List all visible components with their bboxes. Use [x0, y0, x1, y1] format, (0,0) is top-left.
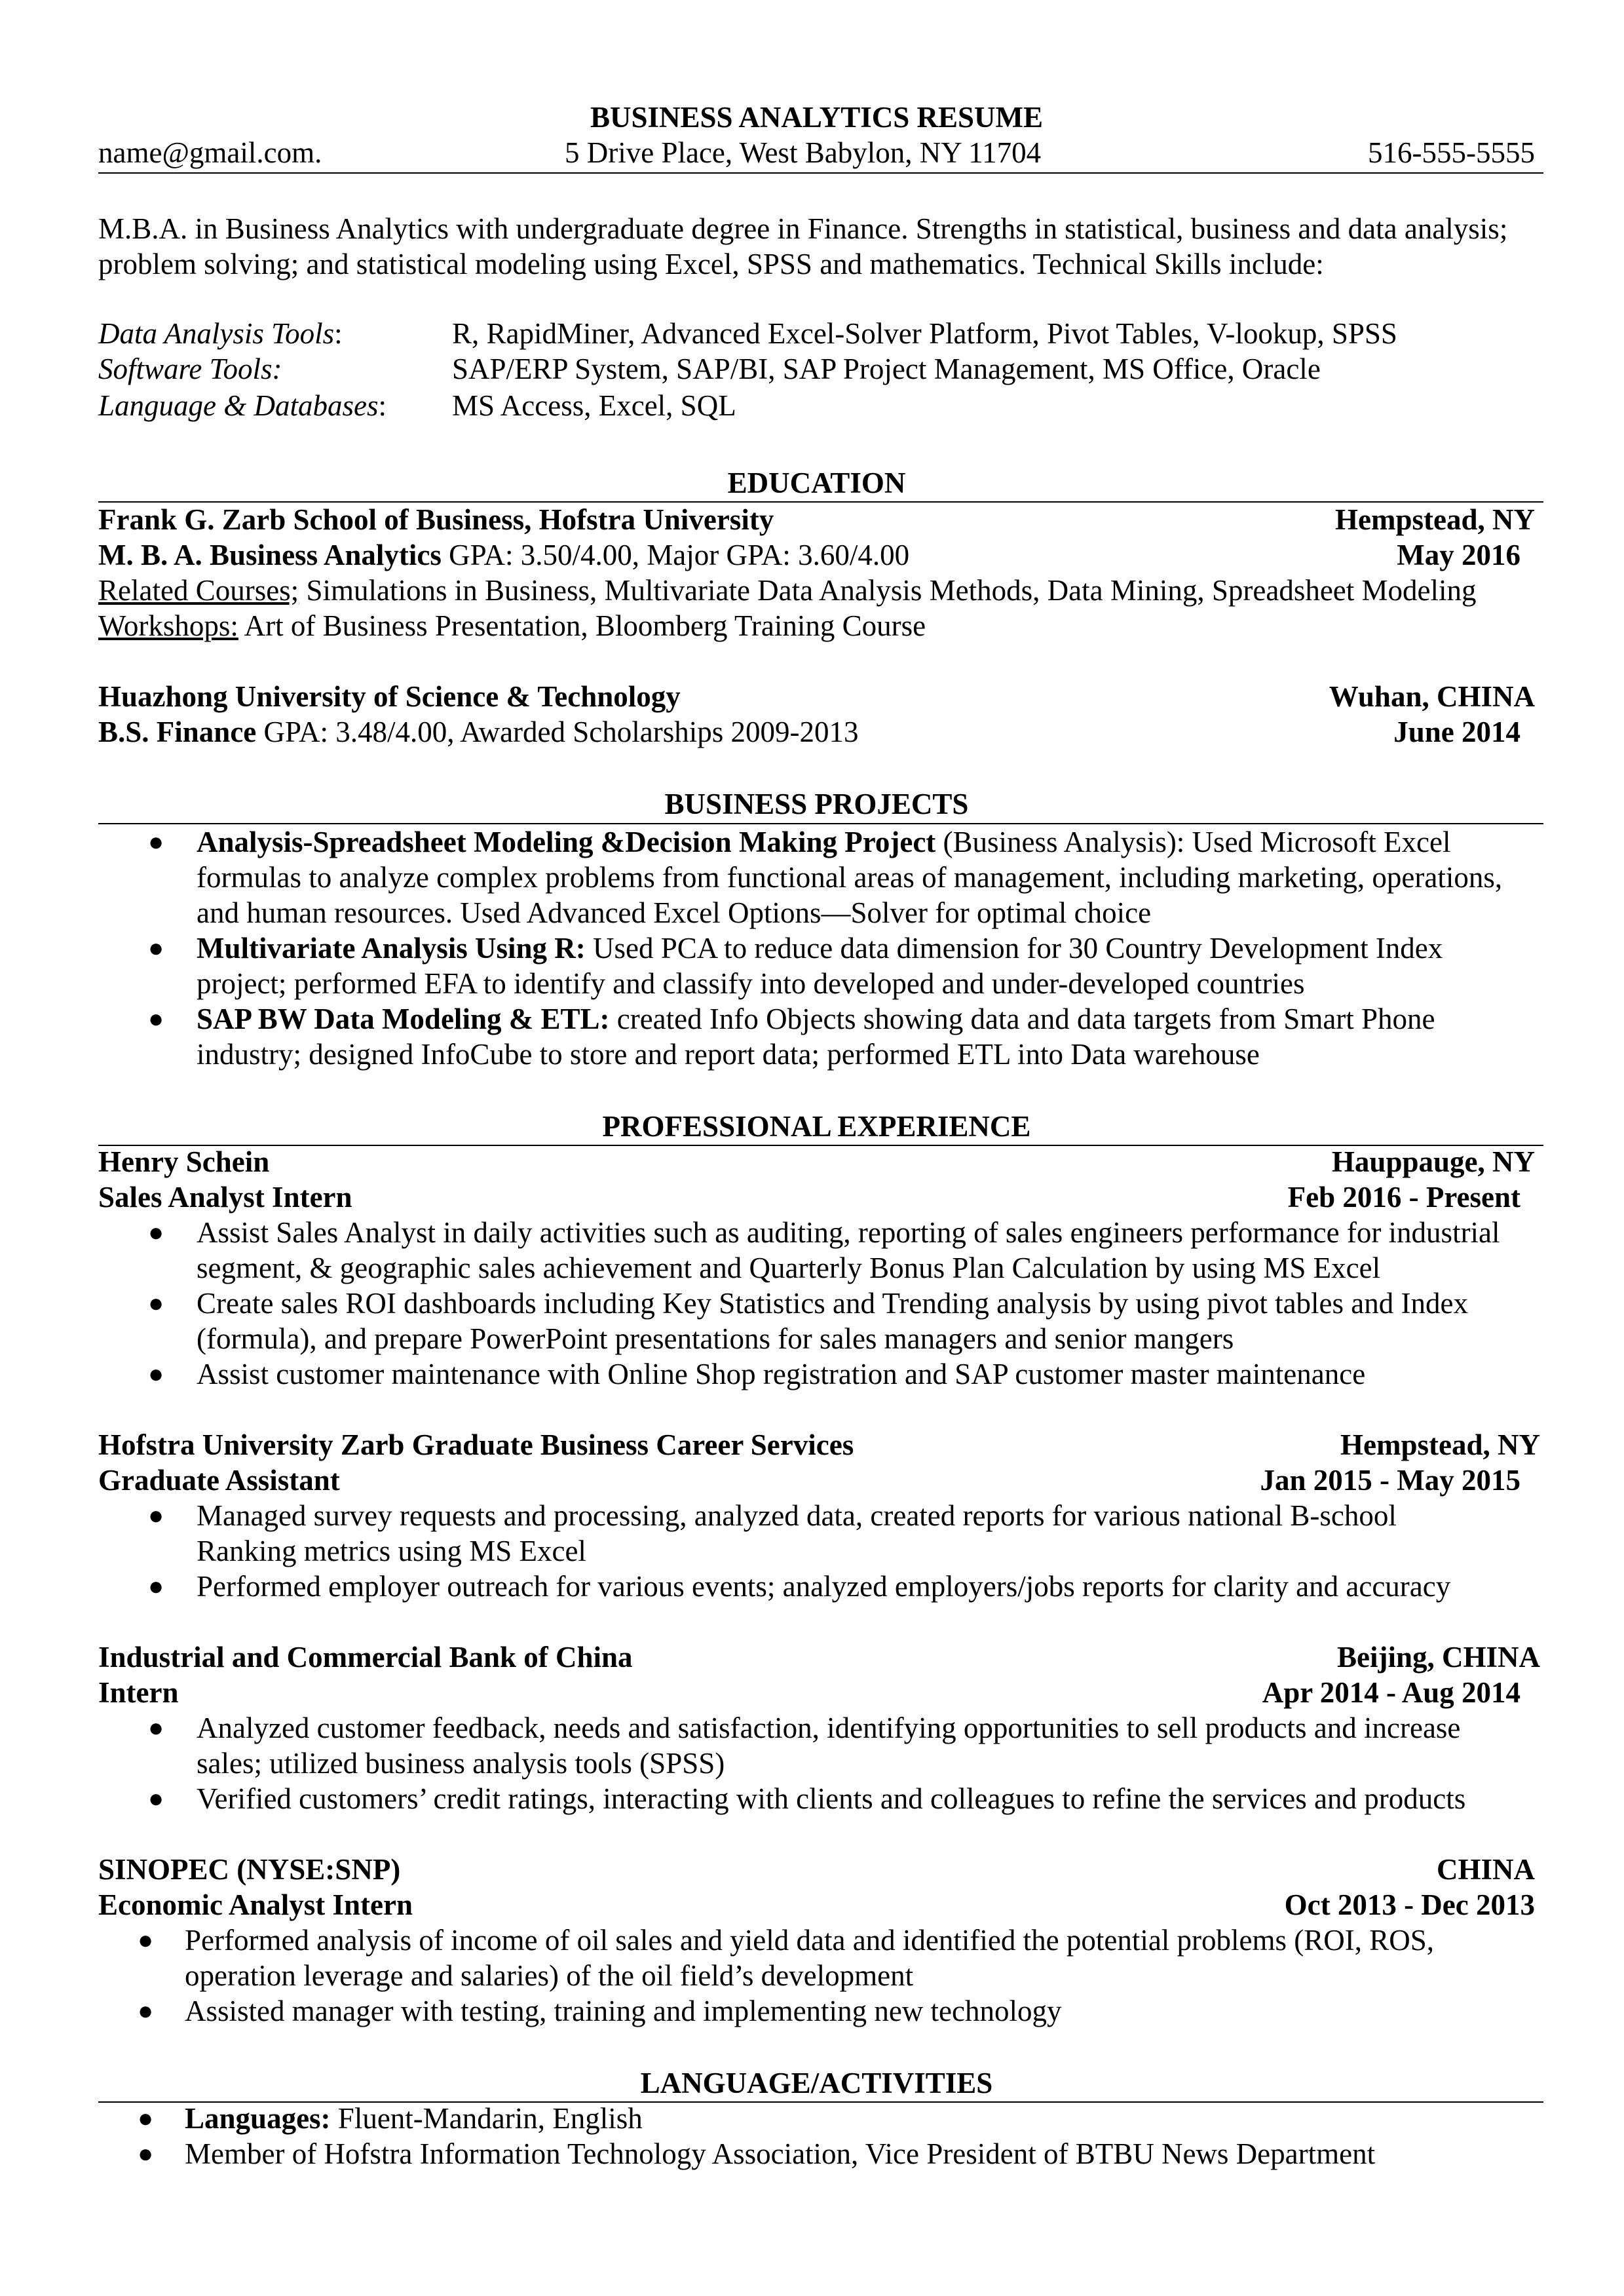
- edu-school-hofstra: Frank G. Zarb School of Business, Hofstra University Hempstead, NY: [98, 503, 1535, 536]
- edu-degree-hofstra: M. B. A. Business Analytics GPA: 3.50/4.00, Major GPA: 3.60/4.00 May 2016: [98, 539, 1520, 571]
- skill-value-software: SAP/ERP System, SAP/BI, SAP Project Management, MS Office, Oracle: [452, 353, 1321, 385]
- job-3-title: Intern Apr 2014 - Aug 2014: [98, 1676, 1520, 1709]
- job-3-company: Industrial and Commercial Bank of China Beijing, CHINA: [98, 1641, 1540, 1674]
- job-4-date: Oct 2013 - Dec 2013: [1284, 1888, 1535, 1921]
- experience-heading: PROFESSIONAL EXPERIENCE: [602, 1110, 1031, 1143]
- skill-value-language: MS Access, Excel, SQL: [452, 389, 736, 422]
- projects-heading: BUSINESS PROJECTS: [664, 788, 969, 820]
- bullet-icon: ●: [148, 1571, 164, 1601]
- project-1-line-3: and human resources. Used Advanced Excel Options—Solver for optimal choice: [197, 896, 1152, 929]
- bullet-icon: ●: [148, 1288, 164, 1318]
- job-1-bullet-3: Assist customer maintenance with Online Shop registration and SAP customer master maintenance: [197, 1358, 1366, 1390]
- job-2-company: Hofstra University Zarb Graduate Business Career Services Hempstead, NY: [98, 1428, 1540, 1461]
- job-4-location: CHINA: [1436, 1853, 1535, 1886]
- job-2-bullet-1-cont: Ranking metrics using MS Excel: [197, 1535, 586, 1567]
- contact-line: [98, 135, 1535, 170]
- project-1-line-1: Analysis-Spreadsheet Modeling &Decision Making Project (Business Analysis): Used Microsoft Excel: [197, 826, 1451, 858]
- address-text: 5 Drive Place, West Babylon, NY 11704: [565, 136, 1042, 169]
- bullet-icon: ●: [148, 933, 164, 963]
- job-2-location: Hempstead, NY: [1340, 1428, 1540, 1461]
- edu-location-hofstra: Hempstead, NY: [1335, 503, 1535, 536]
- phone-text: 516-555-5555: [1368, 136, 1535, 169]
- job-2-date: Jan 2015 - May 2015: [1260, 1464, 1520, 1497]
- skill-value-data-analysis: R, RapidMiner, Advanced Excel-Solver Platform, Pivot Tables, V-lookup, SPSS: [452, 317, 1397, 350]
- job-1-bullet-2: Create sales ROI dashboards including Key Statistics and Trending analysis by using pivot tables and Index: [197, 1287, 1468, 1320]
- skill-label-data-analysis: Data Analysis Tools:: [98, 317, 343, 350]
- edu-workshops: Workshops: Art of Business Presentation, Bloomberg Training Course: [98, 609, 926, 642]
- languages-line: Languages: Fluent-Mandarin, English: [185, 2102, 643, 2135]
- bullet-icon: ●: [148, 1784, 164, 1813]
- activities-heading: LANGUAGE/ACTIVITIES: [640, 2067, 993, 2099]
- job-4-title: Economic Analyst Intern Oct 2013 - Dec 2013: [98, 1888, 1535, 1921]
- bullet-icon: ●: [138, 2103, 154, 2133]
- bullet-icon: ●: [138, 1925, 154, 1955]
- summary-line-1: M.B.A. in Business Analytics with undergraduate degree in Finance. Strengths in statistical, business and data analysis;: [98, 212, 1508, 245]
- job-1-bullet-1: Assist Sales Analyst in daily activities such as auditing, reporting of sales engineers performance for industrial: [197, 1216, 1500, 1249]
- bullet-icon: ●: [148, 1713, 164, 1742]
- job-4-company: SINOPEC (NYSE:SNP) CHINA: [98, 1853, 1535, 1886]
- job-1-title: Sales Analyst Intern Feb 2016 - Present: [98, 1181, 1520, 1214]
- project-2-line-2: project; performed EFA to identify and classify into developed and under-developed countries: [197, 967, 1305, 1000]
- project-3-line-2: industry; designed InfoCube to store and report data; performed ETL into Data warehouse: [197, 1038, 1260, 1071]
- job-4-bullet-2: Assisted manager with testing, training and implementing new technology: [185, 1995, 1062, 2027]
- job-2-bullet-1: Managed survey requests and processing, analyzed data, created reports for various national B-school: [197, 1499, 1397, 1532]
- resume-title: BUSINESS ANALYTICS RESUME: [590, 101, 1044, 134]
- bullet-icon: ●: [138, 1996, 154, 2025]
- job-3-bullet-1: Analyzed customer feedback, needs and satisfaction, identifying opportunities to sell products and increase: [197, 1712, 1461, 1744]
- header-divider: [98, 172, 1543, 174]
- job-2-title: Graduate Assistant Jan 2015 - May 2015: [98, 1464, 1520, 1497]
- job-1-bullet-1-cont: segment, & geographic sales achievement and Quarterly Bonus Plan Calculation by using MS Excel: [197, 1252, 1381, 1284]
- bullet-icon: ●: [148, 1501, 164, 1530]
- summary-line-2: problem solving; and statistical modeling using Excel, SPSS and mathematics. Technical Skills include:: [98, 248, 1324, 280]
- edu-degree-huazhong: B.S. Finance GPA: 3.48/4.00, Awarded Scholarships 2009-2013 June 2014: [98, 716, 1520, 748]
- job-2-bullet-2: Performed employer outreach for various events; analyzed employers/jobs reports for clarity and accuracy: [197, 1570, 1451, 1603]
- bullet-icon: ●: [148, 1004, 164, 1033]
- edu-school-huazhong: Huazhong University of Science & Technology Wuhan, CHINA: [98, 680, 1535, 713]
- job-3-date: Apr 2014 - Aug 2014: [1262, 1676, 1520, 1709]
- membership-line: Member of Hofstra Information Technology Association, Vice President of BTBU News Department: [185, 2137, 1376, 2170]
- job-4-bullet-1-cont: operation leverage and salaries) of the oil field’s development: [185, 1959, 914, 1992]
- project-1-line-2: formulas to analyze complex problems from functional areas of management, including marketing, operations,: [197, 861, 1503, 894]
- bullet-icon: ●: [148, 1359, 164, 1388]
- education-heading: EDUCATION: [727, 467, 906, 499]
- edu-courses: Related Courses; Simulations in Business, Multivariate Data Analysis Methods, Data Mining, Spreadsheet Modeling: [98, 574, 1477, 607]
- bullet-icon: ●: [148, 1217, 164, 1247]
- job-3-location: Beijing, CHINA: [1336, 1641, 1540, 1674]
- bullet-icon: ●: [138, 2139, 154, 2168]
- edu-location-huazhong: Wuhan, CHINA: [1329, 680, 1535, 713]
- job-1-location: Hauppauge, NY: [1331, 1145, 1535, 1178]
- edu-date-huazhong: June 2014: [1393, 716, 1520, 748]
- edu-date-hofstra: May 2016: [1397, 539, 1520, 571]
- email-text: name@gmail.com.: [98, 136, 322, 169]
- job-1-bullet-2-cont: (formula), and prepare PowerPoint presentations for sales managers and senior mangers: [197, 1322, 1234, 1355]
- job-4-bullet-1: Performed analysis of income of oil sales and yield data and identified the potential problems (ROI, ROS,: [185, 1924, 1435, 1957]
- skill-label-language: Language & Databases:: [98, 389, 387, 422]
- skill-label-software: Software Tools:: [98, 353, 282, 385]
- job-3-bullet-1-cont: sales; utilized business analysis tools (SPSS): [197, 1747, 725, 1780]
- job-1-date: Feb 2016 - Present: [1287, 1181, 1520, 1214]
- project-2-line-1: Multivariate Analysis Using R: Used PCA to reduce data dimension for 30 Country Development Index: [197, 932, 1443, 965]
- project-3-line-1: SAP BW Data Modeling & ETL: created Info Objects showing data and data targets from Smart Phone: [197, 1003, 1435, 1035]
- job-1-company: Henry Schein Hauppauge, NY: [98, 1145, 1535, 1178]
- bullet-icon: ●: [148, 827, 164, 856]
- job-3-bullet-2: Verified customers’ credit ratings, interacting with clients and colleagues to refine the services and products: [197, 1782, 1466, 1815]
